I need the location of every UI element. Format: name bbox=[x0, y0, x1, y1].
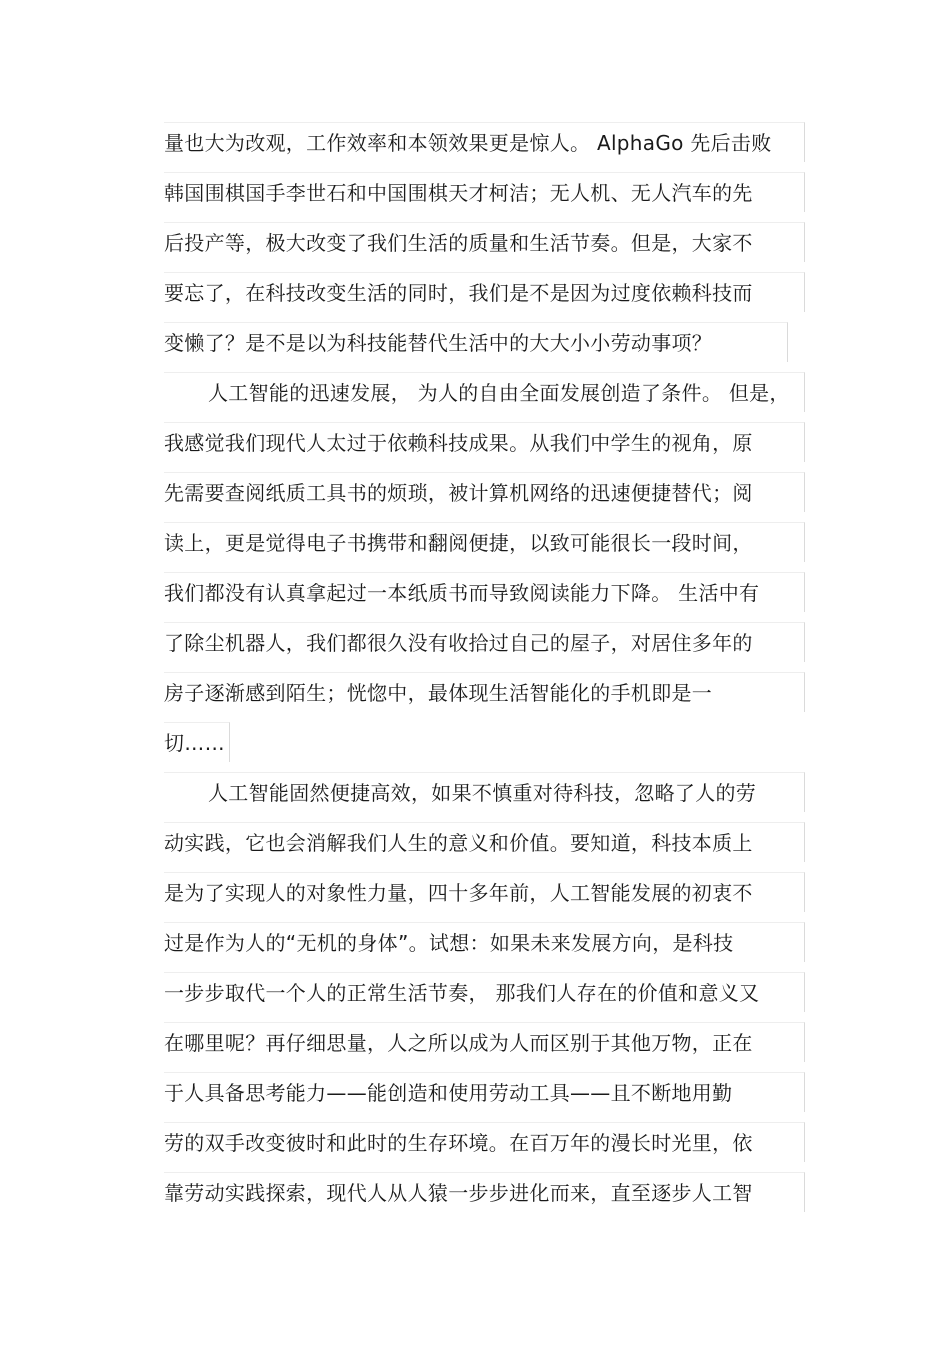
text-line: 于人具备思考能力——能创造和使用劳动工具——且不断地用勤 bbox=[164, 1072, 805, 1112]
text-line: 房子逐渐感到陌生；恍惚中，最体现生活智能化的手机即是一 bbox=[164, 672, 805, 712]
text-line: 过是作为人的“无机的身体”。试想：如果未来发展方向，是科技 bbox=[164, 922, 805, 962]
text-line: 我们都没有认真拿起过一本纸质书而导致阅读能力下降。 生活中有 bbox=[164, 572, 805, 612]
text-line: 在哪里呢？再仔细思量，人之所以成为人而区别于其他万物，正在 bbox=[164, 1022, 805, 1062]
paragraph-start-line: 人工智能的迅速发展， 为人的自由全面发展创造了条件。 但是， bbox=[164, 372, 805, 412]
text-line: 变懒了？是不是以为科技能替代生活中的大大小小劳动事项？ bbox=[164, 322, 788, 362]
text-line: 我感觉我们现代人太过于依赖科技成果。从我们中学生的视角，原 bbox=[164, 422, 805, 462]
text-line: 读上，更是觉得电子书携带和翻阅便捷，以致可能很长一段时间， bbox=[164, 522, 805, 562]
paragraph-start-line: 人工智能固然便捷高效，如果不慎重对待科技，忽略了人的劳 bbox=[164, 772, 805, 812]
text-line: 后投产等，极大改变了我们生活的质量和生活节奏。但是，大家不 bbox=[164, 222, 805, 262]
text-line: 切…… bbox=[164, 722, 230, 762]
text-line: 是为了实现人的对象性力量，四十多年前，人工智能发展的初衷不 bbox=[164, 872, 805, 912]
text-line: 靠劳动实践探索，现代人从人猿一步步进化而来，直至逐步人工智 bbox=[164, 1172, 805, 1212]
text-line: 韩国围棋国手李世石和中国围棋天才柯洁；无人机、无人汽车的先 bbox=[164, 172, 805, 212]
text-line: 先需要查阅纸质工具书的烦琐，被计算机网络的迅速便捷替代；阅 bbox=[164, 472, 805, 512]
text-line: 动实践，它也会消解我们人生的意义和价值。要知道，科技本质上 bbox=[164, 822, 805, 862]
text-line: 一步步取代一个人的正常生活节奏， 那我们人存在的价值和意义又 bbox=[164, 972, 805, 1012]
text-line: 劳的双手改变彼时和此时的生存环境。在百万年的漫长时光里，依 bbox=[164, 1122, 805, 1162]
text-line: 了除尘机器人，我们都很久没有收拾过自己的屋子，对居住多年的 bbox=[164, 622, 805, 662]
text-line: 量也大为改观，工作效率和本领效果更是惊人。 AlphaGo 先后击败 bbox=[164, 122, 805, 162]
text-line: 要忘了，在科技改变生活的同时，我们是不是因为过度依赖科技而 bbox=[164, 272, 805, 312]
